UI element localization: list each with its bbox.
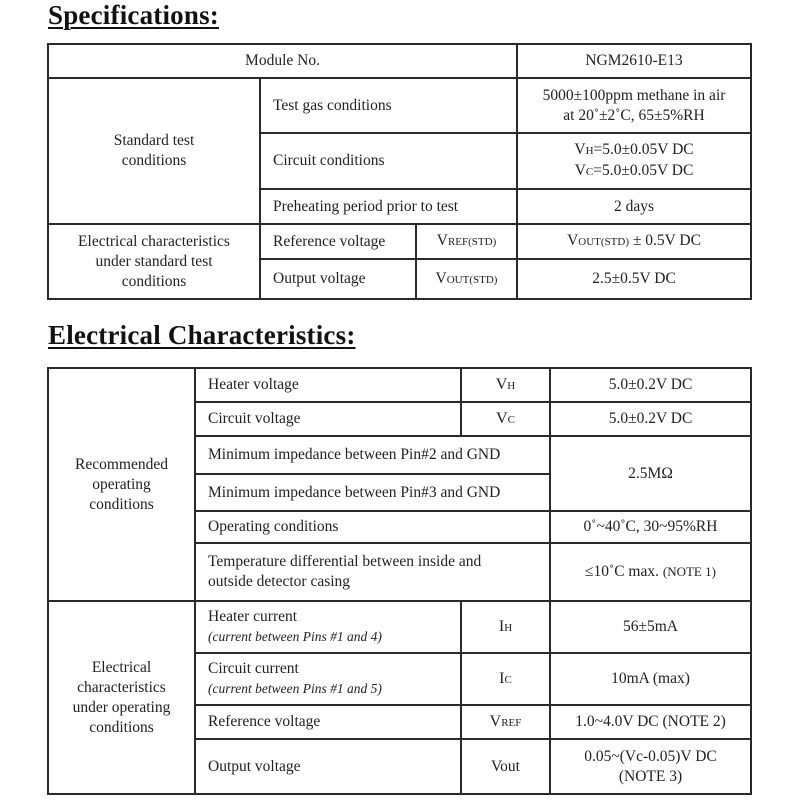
symbol-sub: H bbox=[585, 145, 594, 157]
circuit-voltage-label: Circuit voltage bbox=[195, 402, 461, 436]
impedance-value: 2.5MΩ bbox=[550, 436, 751, 511]
electrical-standard-label bbox=[48, 224, 260, 299]
heater-voltage-label: Heater voltage bbox=[195, 368, 461, 402]
row-header-line: under standard test bbox=[95, 252, 213, 270]
output-voltage-symbol: Vout bbox=[461, 739, 550, 794]
specifications-heading: Specifications: bbox=[48, 0, 219, 30]
electrical-operating-label bbox=[48, 601, 195, 794]
heater-voltage-value: 5.0±0.2V DC bbox=[550, 368, 751, 402]
output-voltage-value bbox=[550, 739, 751, 794]
reference-voltage-value: 1.0~4.0V DC (NOTE 2) bbox=[550, 705, 751, 739]
test-gas-value bbox=[517, 78, 751, 133]
label-line: Temperature differential between inside and bbox=[208, 553, 482, 570]
row-header-line: conditions bbox=[89, 718, 154, 736]
specifications-table bbox=[47, 43, 752, 300]
symbol-sub: C bbox=[585, 166, 594, 178]
operating-conditions-value: 0˚~40˚C, 30~95%RH bbox=[550, 511, 751, 543]
recommended-operating-label bbox=[48, 368, 195, 601]
value-line: 0.05~(Vc-0.05)V DC bbox=[584, 747, 717, 765]
reference-voltage-value bbox=[517, 224, 751, 259]
heater-current-symbol bbox=[461, 601, 550, 653]
circuit-conditions-value bbox=[517, 133, 751, 189]
heater-current-label bbox=[195, 601, 461, 653]
row-header-line: conditions bbox=[89, 495, 154, 513]
reference-voltage-symbol bbox=[461, 705, 550, 739]
reference-voltage-symbol bbox=[416, 224, 517, 259]
module-label: Module No. bbox=[48, 44, 517, 78]
symbol: V bbox=[574, 162, 586, 179]
output-voltage-value: 2.5±0.5V DC bbox=[517, 259, 751, 299]
row-header-line: Recommended bbox=[75, 455, 168, 473]
symbol: V bbox=[567, 232, 579, 249]
standard-test-conditions-label bbox=[48, 78, 260, 224]
impedance-pin3-label: Minimum impedance between Pin#3 and GND bbox=[195, 474, 550, 511]
table-row bbox=[48, 44, 751, 78]
row-header-line: Electrical characteristics bbox=[78, 232, 230, 250]
symbol-sub: OUT(STD) bbox=[446, 273, 498, 286]
label-line: Circuit current bbox=[208, 660, 299, 677]
symbol: V bbox=[574, 141, 586, 158]
symbol-sub: H bbox=[507, 379, 516, 392]
row-header-line: Standard test bbox=[113, 132, 195, 149]
symbol-sub: C bbox=[507, 413, 515, 426]
electrical-characteristics-heading: Electrical Characteristics: bbox=[48, 320, 356, 350]
symbol-sub: OUT(STD) bbox=[578, 236, 629, 248]
row-header-line: Electrical bbox=[91, 658, 152, 676]
value-line: ≤10˚C max. bbox=[585, 563, 659, 580]
value-line: 5000±100ppm methane in air bbox=[542, 86, 726, 104]
symbol: I bbox=[498, 617, 505, 635]
test-gas-label: Test gas conditions bbox=[260, 78, 517, 133]
circuit-current-label bbox=[195, 653, 461, 705]
circuit-current-symbol bbox=[461, 653, 550, 705]
row-header-line: conditions bbox=[121, 152, 187, 169]
temperature-differential-value bbox=[550, 543, 751, 601]
value-line: =5.0±0.05V DC bbox=[593, 162, 694, 179]
output-voltage-label: Output voltage bbox=[195, 739, 461, 794]
label-subline: (current between Pins #1 and 4) bbox=[208, 629, 382, 644]
operating-conditions-label: Operating conditions bbox=[195, 511, 550, 543]
output-voltage-label: Output voltage bbox=[260, 259, 416, 299]
symbol: V bbox=[435, 269, 447, 287]
table-row bbox=[48, 601, 751, 653]
preheating-value: 2 days bbox=[517, 189, 751, 224]
value-line: (NOTE 3) bbox=[618, 767, 683, 785]
label-line: outside detector casing bbox=[208, 573, 351, 590]
symbol-sub: C bbox=[504, 673, 512, 686]
value-line: ± 0.5V DC bbox=[628, 232, 701, 249]
table-row bbox=[48, 224, 751, 259]
symbol-sub: H bbox=[504, 621, 513, 634]
table-row bbox=[48, 368, 751, 402]
label-subline: (current between Pins #1 and 5) bbox=[208, 681, 382, 696]
circuit-voltage-value: 5.0±0.2V DC bbox=[550, 402, 751, 436]
heater-current-value: 56±5mA bbox=[550, 601, 751, 653]
row-header-line: operating bbox=[92, 475, 151, 493]
note: (NOTE 1) bbox=[662, 564, 716, 579]
reference-voltage-label: Reference voltage bbox=[195, 705, 461, 739]
symbol-sub: REF(STD) bbox=[447, 236, 497, 248]
symbol: V bbox=[495, 375, 508, 393]
label-line: Heater current bbox=[208, 608, 298, 625]
temperature-differential-label bbox=[195, 543, 550, 601]
symbol: V bbox=[489, 712, 502, 730]
heater-voltage-symbol bbox=[461, 368, 550, 402]
symbol-sub: REF bbox=[501, 716, 522, 729]
row-header-line: conditions bbox=[121, 272, 187, 290]
value-line: at 20˚±2˚C, 65±5%RH bbox=[563, 106, 705, 124]
module-value: NGM2610-E13 bbox=[517, 44, 751, 78]
preheating-label: Preheating period prior to test bbox=[260, 189, 517, 224]
circuit-voltage-symbol bbox=[461, 402, 550, 436]
value-line: =5.0±0.05V DC bbox=[593, 141, 694, 158]
circuit-current-value: 10mA (max) bbox=[550, 653, 751, 705]
symbol: V bbox=[436, 232, 448, 249]
circuit-conditions-label: Circuit conditions bbox=[260, 133, 517, 189]
table-row bbox=[48, 78, 751, 133]
row-header-line: under operating bbox=[72, 698, 171, 716]
output-voltage-symbol bbox=[416, 259, 517, 299]
electrical-characteristics-table bbox=[47, 367, 752, 795]
impedance-pin2-label: Minimum impedance between Pin#2 and GND bbox=[195, 436, 550, 474]
symbol: V bbox=[496, 409, 508, 427]
reference-voltage-label: Reference voltage bbox=[260, 224, 416, 259]
row-header-line: characteristics bbox=[77, 678, 166, 696]
symbol: I bbox=[499, 669, 505, 687]
